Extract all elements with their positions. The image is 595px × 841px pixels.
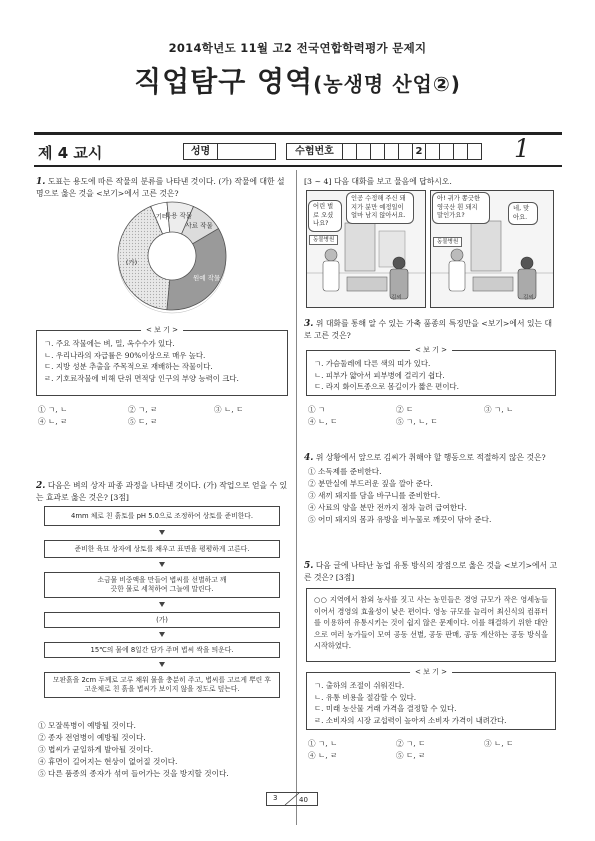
exam-number-cell[interactable] <box>385 144 399 159</box>
exam-number-cell[interactable] <box>468 144 481 159</box>
q1-bogi-item: ㄷ. 지방 성분 추출을 주목적으로 재배하는 작물이다. <box>44 362 213 371</box>
q3-bogi-item: ㄷ. 라지 화이트종으로 몸길이가 짧은 편이다. <box>314 382 459 391</box>
q1-pie-chart <box>104 200 264 315</box>
down-arrow-icon <box>159 632 165 637</box>
q3-option-5[interactable]: ⑤ ㄱ, ㄴ, ㄷ <box>396 417 438 426</box>
exam-number-cell-digit[interactable]: 2 <box>413 144 427 159</box>
header-rule-top <box>34 132 562 135</box>
q5-bogi-item: ㄹ. 소비자의 시장 교섭력이 높아져 소비자 가격이 내려간다. <box>314 715 507 725</box>
q5-option-4[interactable]: ④ ㄴ, ㄹ <box>308 751 338 760</box>
exam-number-field[interactable] <box>286 143 482 160</box>
title-main: 직업탐구 영역 <box>134 65 314 98</box>
q3-option-2[interactable]: ② ㄷ <box>396 405 414 414</box>
title-sub: (농생명 산업②) <box>313 72 461 96</box>
q2-stem <box>36 480 288 504</box>
q2-flow-step-3: 소금물 비중액을 만들어 볍씨를 선별하고 깨끗한 물로 세척하여 그늘에 말린다. <box>44 572 280 598</box>
speech-bubble-3: 아! 귀가 쫑긋한 영국산 흰 돼지 말인가요? <box>432 192 490 224</box>
speaker-name-2: 김씨 <box>523 295 534 301</box>
name-label: 성명 <box>184 144 218 159</box>
q2-flow-step-2: 준비한 육묘 상자에 상토를 채우고 표면을 평평하게 고른다. <box>44 540 280 558</box>
q1-bogi-item: ㄹ. 기호료작물에 비해 단위 면적당 인구의 부양 능력이 크다. <box>44 373 239 383</box>
q2-flow-step-6: 모판흙을 2cm 두께로 고루 채워 물을 충분히 주고, 볍씨를 고르게 뿌린 후 고운체로 친 흙을 볍씨가 보이지 않을 정도로 덮는다. <box>44 672 280 698</box>
q5-option-5[interactable]: ⑤ ㄷ, ㄹ <box>396 751 426 760</box>
q2-text: 다음은 벼의 상자 파종 과정을 나타낸 것이다. (가) 작업으로 얻을 수 있는 효과로 옳은 것은? [3점] <box>36 481 288 502</box>
q5-bogi-item: ㄱ. 출하의 조절이 쉬워진다. <box>314 681 405 690</box>
q3-bogi-title: < 보 기 > <box>410 345 452 356</box>
q4-option-4[interactable]: ④ 사료의 양을 분만 전까지 점차 늘려 급여한다. <box>308 503 467 512</box>
q5-passage: ○○ 지역에서 참외 농사를 짓고 사는 농민들은 경영 규모가 작은 영세농들이어서 경영의 효율성이 낮은 편이다. 영농 규모를 늘리어 최신식의 컴퓨터를 이용하여 유통시키는 것이 쉽지 않은 문제이다. 이를 해결하기 위한 대안으로 여러 농가들이 모여 공동 선별, 공동 판매, 공동 계산하는 공동 방식을 시작하였다. <box>306 588 556 662</box>
pie-label: 원예 작물 <box>192 274 221 283</box>
q1-option-5[interactable]: ⑤ ㄷ, ㄹ <box>128 417 158 426</box>
down-arrow-icon <box>159 530 165 535</box>
q4-stem <box>304 452 558 464</box>
page-number: 1 <box>514 134 530 163</box>
q1-bogi-item: ㄴ. 우리나라의 자급률은 90%이상으로 매우 높다. <box>44 350 206 360</box>
q4-option-5[interactable]: ⑤ 어미 돼지의 몸과 유방을 비누물로 깨끗이 닦아 준다. <box>308 515 492 524</box>
pie-label: 기타 <box>155 212 169 221</box>
q1-option-1[interactable]: ① ㄱ, ㄴ <box>38 405 68 414</box>
q2-number: 2. <box>36 481 46 491</box>
down-arrow-icon <box>159 662 165 667</box>
q5-option-1[interactable]: ① ㄱ, ㄴ <box>308 739 338 748</box>
q1-text: 도표는 용도에 따른 작물의 분류를 나타낸 것이다. (가) 작물에 대한 설명으로 옳은 것을 <보기>에서 고른 것은? <box>36 177 285 198</box>
q5-bogi-item: ㄴ. 유통 비용을 절감할 수 있다. <box>314 692 417 702</box>
period-label: 제 4 교시 <box>38 144 103 162</box>
vet-sign-2: 동물병원 <box>433 237 462 247</box>
exam-number-cell[interactable] <box>357 144 371 159</box>
q5-text: 다음 글에 나타난 농업 유통 방식의 장점으로 옳은 것을 <보기>에서 고른 것은? [3점] <box>304 561 558 582</box>
q3-stem <box>304 318 558 342</box>
q3-option-3[interactable]: ③ ㄱ, ㄴ <box>484 405 514 414</box>
q3-text: 위 대화를 통해 알 수 있는 가축 품종의 특징만을 <보기>에서 있는 대로 고른 것은? <box>304 319 553 340</box>
exam-number-cell[interactable] <box>371 144 385 159</box>
q5-option-2[interactable]: ② ㄱ, ㄷ <box>396 739 426 748</box>
q1-bogi-box <box>36 326 288 396</box>
page-counter <box>266 792 318 806</box>
q4-option-3[interactable]: ③ 새끼 돼지를 담을 바구니를 준비한다. <box>308 491 441 500</box>
exam-number-cell[interactable] <box>426 144 440 159</box>
exam-number-cell[interactable] <box>440 144 454 159</box>
down-arrow-icon <box>159 562 165 567</box>
exam-number-cell[interactable] <box>454 144 468 159</box>
q2-flow-step-4: (가) <box>44 612 280 628</box>
q5-number: 5. <box>304 561 314 571</box>
q34-lead: [3 ~ 4] 다음 대화를 보고 물음에 답하시오. <box>304 177 452 186</box>
q1-number: 1. <box>36 177 46 187</box>
q2-option-1[interactable]: ① 모잘록병이 예방될 것이다. <box>38 721 136 730</box>
name-field[interactable] <box>183 143 276 160</box>
speaker-name-1: 김씨 <box>391 295 402 301</box>
q2-option-4[interactable]: ④ 휴면이 길어지는 현상이 없어질 것이다. <box>38 757 178 766</box>
q5-bogi-box <box>306 668 556 730</box>
q5-bogi-item: ㄷ. 미래 농산물 거래 가격을 결정할 수 있다. <box>314 704 457 713</box>
exam-number-cell[interactable] <box>399 144 413 159</box>
q2-option-3[interactable]: ③ 볍씨가 균일하게 발아될 것이다. <box>38 745 154 754</box>
exam-number-label: 수험번호 <box>287 144 343 159</box>
pie-label: 특용 작물 <box>164 211 193 220</box>
exam-subtitle: 2014학년도 11월 고2 전국연합학력평가 문제지 <box>168 41 427 55</box>
header-rule-bottom <box>34 165 562 167</box>
q5-bogi-title: < 보 기 > <box>410 667 452 678</box>
q4-option-1[interactable]: ① 소독제를 준비한다. <box>308 467 382 476</box>
page-current: 3 <box>273 794 278 802</box>
q4-number: 4. <box>304 453 314 463</box>
q1-option-4[interactable]: ④ ㄴ, ㄹ <box>38 417 68 426</box>
speech-bubble-4: 네, 맞아요. <box>508 202 538 225</box>
q3-option-1[interactable]: ① ㄱ <box>308 405 326 414</box>
q1-stem <box>36 176 288 200</box>
q1-option-2[interactable]: ② ㄱ, ㄹ <box>128 405 158 414</box>
q5-stem <box>304 560 558 584</box>
q3-bogi-item: ㄱ. 가슴둘레에 다른 색의 띠가 있다. <box>314 359 431 368</box>
q2-option-5[interactable]: ⑤ 다른 품종의 종자가 섞여 들어가는 것을 방지할 것이다. <box>38 769 229 778</box>
q1-option-3[interactable]: ③ ㄴ, ㄷ <box>214 405 244 414</box>
down-arrow-icon <box>159 602 165 607</box>
speech-bubble-1: 어린 벌로 오셨나요? <box>308 200 342 232</box>
q4-text: 위 상황에서 앞으로 김씨가 취해야 할 행동으로 적절하지 않은 것은? <box>315 453 546 462</box>
q3-option-4[interactable]: ④ ㄴ, ㄷ <box>308 417 338 426</box>
vet-sign-1: 동물병원 <box>309 235 338 245</box>
q4-option-2[interactable]: ② 분만실에 부드러운 짚을 깔아 준다. <box>308 479 433 488</box>
q3-bogi-box <box>306 346 556 396</box>
q1-bogi-item: ㄱ. 주요 작물에는 벼, 밀, 옥수수가 있다. <box>44 339 175 348</box>
q2-option-2[interactable]: ② 종자 전염병이 예방될 것이다. <box>38 733 146 742</box>
exam-number-cell[interactable] <box>343 144 357 159</box>
speech-bubble-2: 인공 수정해 주신 돼지가 분만 예정일이 얼마 남지 않아서요. <box>346 192 414 224</box>
q3-number: 3. <box>304 319 314 329</box>
pie-label: 사료 작물 <box>185 221 213 230</box>
exam-title <box>0 60 595 100</box>
q2-flow-step-5: 15℃의 물에 8일간 담가 주며 볍씨 싹을 틔운다. <box>44 642 280 658</box>
column-divider <box>296 170 297 825</box>
q1-bogi-title: < 보 기 > <box>141 325 183 336</box>
pie-label: (가) <box>125 258 138 267</box>
q2-flow-step-1: 4mm 체로 친 흙토를 pH 5.0으로 조정하여 상토를 준비한다. <box>44 506 280 526</box>
q3-bogi-item: ㄴ. 피부가 얇아서 피부병에 걸리기 쉽다. <box>314 370 445 380</box>
q5-option-3[interactable]: ③ ㄴ, ㄷ <box>484 739 514 748</box>
page-total: 40 <box>299 796 308 804</box>
